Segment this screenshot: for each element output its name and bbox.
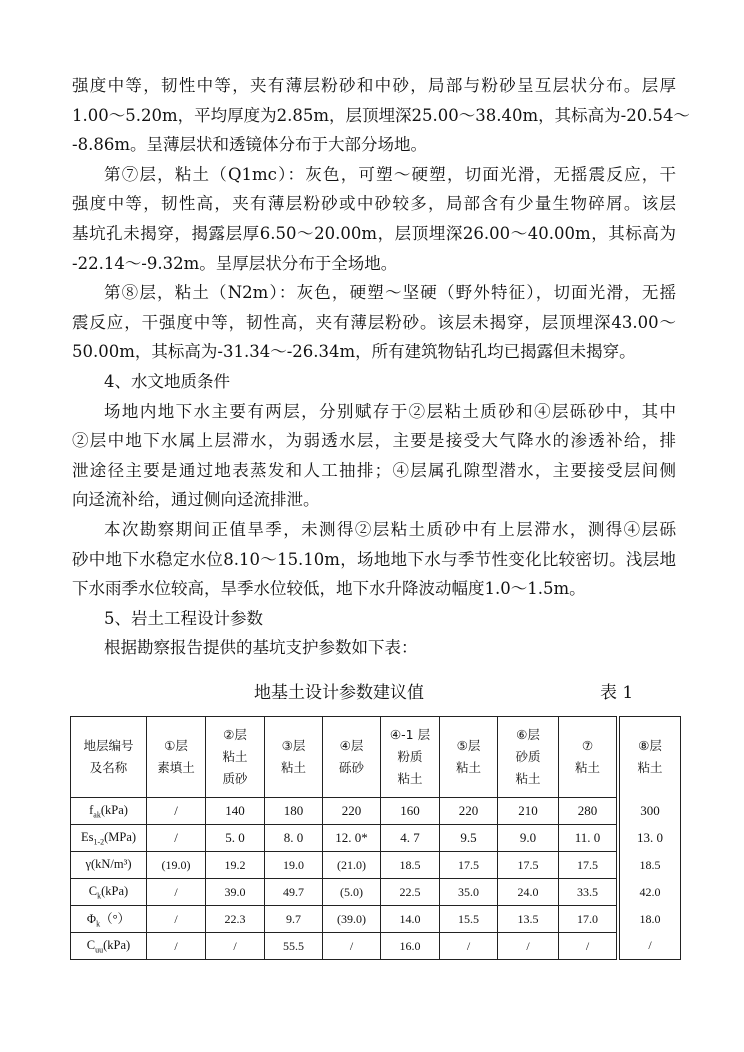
soil-parameter-table	[70, 716, 681, 960]
label-subscript: 1-2	[93, 837, 105, 847]
label-unit: (kPa)	[103, 937, 131, 952]
value-cell: 300	[618, 798, 681, 825]
value-cell: 22.5	[381, 879, 440, 906]
value-cell: 49.7	[265, 879, 323, 906]
value-cell: 12. 0*	[323, 825, 381, 852]
paragraph-line: 向迳流补给，通过侧向迳流排泄。	[72, 490, 320, 510]
paragraph-line: 震反应，干强度中等，韧性高，夹有薄层粉砂。该层未揭穿，层顶埋深43.00～	[72, 312, 676, 332]
value-cell: 13.5	[498, 906, 559, 933]
header-cell	[265, 717, 323, 798]
header-text: 砾砂	[338, 760, 364, 775]
value-cell: 9.7	[265, 906, 323, 933]
row-label	[71, 906, 147, 933]
value-cell: /	[498, 933, 559, 960]
table-row	[71, 933, 681, 960]
label-unit: (kPa)	[101, 883, 129, 898]
value-cell: 11. 0	[559, 825, 619, 852]
value-cell: /	[147, 879, 206, 906]
value-cell: 15.5	[440, 906, 498, 933]
value-cell: 5. 0	[206, 825, 265, 852]
paragraph-line: -22.14～-9.32m。呈厚层状分布于全场地。	[72, 253, 398, 273]
label-subscript: uu	[95, 945, 104, 955]
row-label	[71, 933, 147, 960]
row-label	[71, 879, 147, 906]
header-text: ⑦	[581, 738, 594, 753]
header-text: ⑥层	[516, 727, 540, 742]
row-label	[71, 798, 147, 825]
header-text: 粘土	[574, 760, 600, 775]
value-cell: 4. 7	[381, 825, 440, 852]
paragraph-line: 本次勘察期间正值旱季，未测得②层粘土质砂中有上层滞水，测得④层砾	[104, 520, 676, 539]
value-cell: 33.5	[559, 879, 619, 906]
header-text: 及名称	[89, 760, 128, 775]
header-text: 粘土	[397, 771, 423, 786]
value-cell: /	[323, 933, 381, 960]
value-cell: (39.0)	[323, 906, 381, 933]
header-cell	[498, 717, 559, 798]
value-cell: /	[147, 906, 206, 933]
table-title: 地基土设计参数建议值	[254, 683, 424, 703]
header-cell	[440, 717, 498, 798]
value-cell: 17.0	[559, 906, 619, 933]
value-cell: 19.2	[206, 852, 265, 879]
paragraph-line: 基坑孔未揭穿，揭露层厚6.50～20.00m，层顶埋深26.00～40.00m，其标高为	[72, 224, 676, 243]
value-cell: /	[147, 933, 206, 960]
paragraph-line: 下水雨季水位较高，旱季水位较低，地下水升降波动幅度1.0～1.5m。	[72, 579, 586, 599]
value-cell: /	[206, 933, 265, 960]
value-cell: /	[559, 933, 619, 960]
value-cell: 220	[323, 798, 381, 825]
value-cell: 22.3	[206, 906, 265, 933]
value-cell: 180	[265, 798, 323, 825]
row-label	[71, 825, 147, 852]
header-cell	[381, 717, 440, 798]
header-text: 粘土	[222, 749, 248, 764]
label-symbol: C	[88, 883, 98, 898]
value-cell: 9.5	[440, 825, 498, 852]
value-cell: 8. 0	[265, 825, 323, 852]
label-subscript: k	[96, 919, 101, 929]
header-text: 粘土	[455, 760, 481, 775]
row-label	[71, 852, 147, 879]
value-cell: 42.0	[618, 879, 681, 906]
header-cell	[323, 717, 381, 798]
value-cell: 17.5	[559, 852, 619, 879]
header-text: 地层编号	[83, 738, 134, 753]
table-row	[71, 825, 681, 852]
value-cell: 18.5	[381, 852, 440, 879]
paragraph-line: 根据勘察报告提供的基坑支护参数如下表：	[104, 638, 418, 658]
value-cell: 18.0	[618, 906, 681, 933]
value-cell: 160	[381, 798, 440, 825]
header-text: ④层	[339, 738, 364, 753]
value-cell: (5.0)	[323, 879, 381, 906]
header-text: 素填土	[157, 760, 195, 775]
header-cell	[618, 717, 681, 798]
paragraph-line: -8.86m。呈薄层状和透镜体分布于大部分场地。	[72, 135, 427, 155]
header-cell	[147, 717, 206, 798]
header-text: ④-1 层	[389, 727, 431, 742]
value-cell: 16.0	[381, 933, 440, 960]
value-cell: 17.5	[440, 852, 498, 879]
value-cell: 39.0	[206, 879, 265, 906]
value-cell: (19.0)	[147, 852, 206, 879]
value-cell: 18.5	[618, 852, 681, 879]
value-cell: 220	[440, 798, 498, 825]
value-cell: 24.0	[498, 879, 559, 906]
label-unit: ³)	[123, 856, 132, 871]
header-text: ①层	[164, 738, 188, 753]
paragraph-line: 第⑦层，粘土（Q1mc）：灰色，可塑～硬塑，切面光滑，无摇震反应，干	[104, 164, 676, 184]
table-number: 表 1	[600, 683, 634, 703]
value-cell: 14.0	[381, 906, 440, 933]
label-symbol: f	[89, 802, 94, 817]
paragraph-line: ②层中地下水属上层滞水，为弱透水层，主要是接受大气降水的渗透补给，排	[72, 431, 676, 451]
paragraph-line: 强度中等，韧性中等，夹有薄层粉砂和中砂，局部与粉砂呈互层状分布。层厚	[72, 76, 676, 95]
header-text: ⑧层	[638, 738, 662, 754]
paragraph-line: 4、水文地质条件	[104, 372, 230, 391]
header-cell	[559, 717, 619, 798]
value-cell: /	[147, 798, 206, 825]
value-cell: 13. 0	[618, 825, 681, 852]
label-subscript: ak	[93, 810, 101, 820]
value-cell: 280	[559, 798, 619, 825]
header-text: 砂质	[515, 749, 541, 764]
label-unit: (MPa)	[104, 829, 137, 844]
header-cell	[71, 717, 147, 798]
header-text: 粘土	[515, 771, 541, 786]
header-text: 粘土	[280, 760, 306, 775]
label-symbol: Φ	[86, 912, 97, 927]
value-cell: 19.0	[265, 852, 323, 879]
paragraph-line: 砂中地下水稳定水位8.10～15.10m，场地地下水与季节性变化比较密切。浅层地	[72, 549, 676, 569]
value-cell: 55.5	[265, 933, 323, 960]
paragraph-line: 泄途径主要是通过地表蒸发和人工抽排；④层属孔隙型潜水，主要接受层间侧	[72, 460, 676, 480]
header-text: 质砂	[222, 771, 248, 786]
label-symbol: γ(kN/m	[85, 856, 124, 871]
value-cell: 9.0	[498, 825, 559, 852]
label-symbol: C	[86, 937, 96, 952]
label-unit: （°）	[100, 912, 131, 927]
label-subscript: k	[97, 891, 102, 901]
header-text: 粘土	[637, 760, 663, 776]
paragraph-line: 场地内地下水主要有两层，分别赋存于②层粘土质砂和④层砾砂中，其中	[104, 401, 676, 421]
value-cell: /	[147, 825, 206, 852]
header-cell	[206, 717, 265, 798]
value-cell: 17.5	[498, 852, 559, 879]
table-row	[71, 798, 681, 825]
header-text: ②层	[223, 727, 247, 742]
table-row	[71, 906, 681, 933]
table-row	[71, 879, 681, 906]
value-cell: (21.0)	[323, 852, 381, 879]
value-cell: 140	[206, 798, 265, 825]
paragraph-line: 第⑧层，粘土（N2m）：灰色，硬塑～坚硬（野外特征），切面光滑，无摇	[104, 283, 676, 303]
paragraph-line: 强度中等，韧性高，夹有薄层粉砂或中砂较多，局部含有少量生物碎屑。该层	[72, 194, 676, 214]
value-cell: /	[440, 933, 498, 960]
header-text: ③层	[281, 738, 306, 753]
header-text: 粉质	[397, 749, 423, 764]
paragraph-line: 1.00～5.20m，平均厚度为2.85m，层顶埋深25.00～38.40m，其标高为-20.54～	[72, 105, 690, 125]
paragraph-line: 50.00m，其标高为-31.34～-26.34m，所有建筑物钻孔均已揭露但未揭穿。	[72, 342, 636, 362]
value-cell: /	[618, 933, 681, 960]
table-row	[71, 852, 681, 879]
paragraph-line: 5、岩土工程设计参数	[104, 608, 263, 628]
value-cell: 35.0	[440, 879, 498, 906]
label-symbol: Es	[80, 829, 94, 844]
value-cell: 210	[498, 798, 559, 825]
header-text: ⑤层	[456, 738, 481, 753]
label-unit: (kPa)	[100, 802, 128, 817]
